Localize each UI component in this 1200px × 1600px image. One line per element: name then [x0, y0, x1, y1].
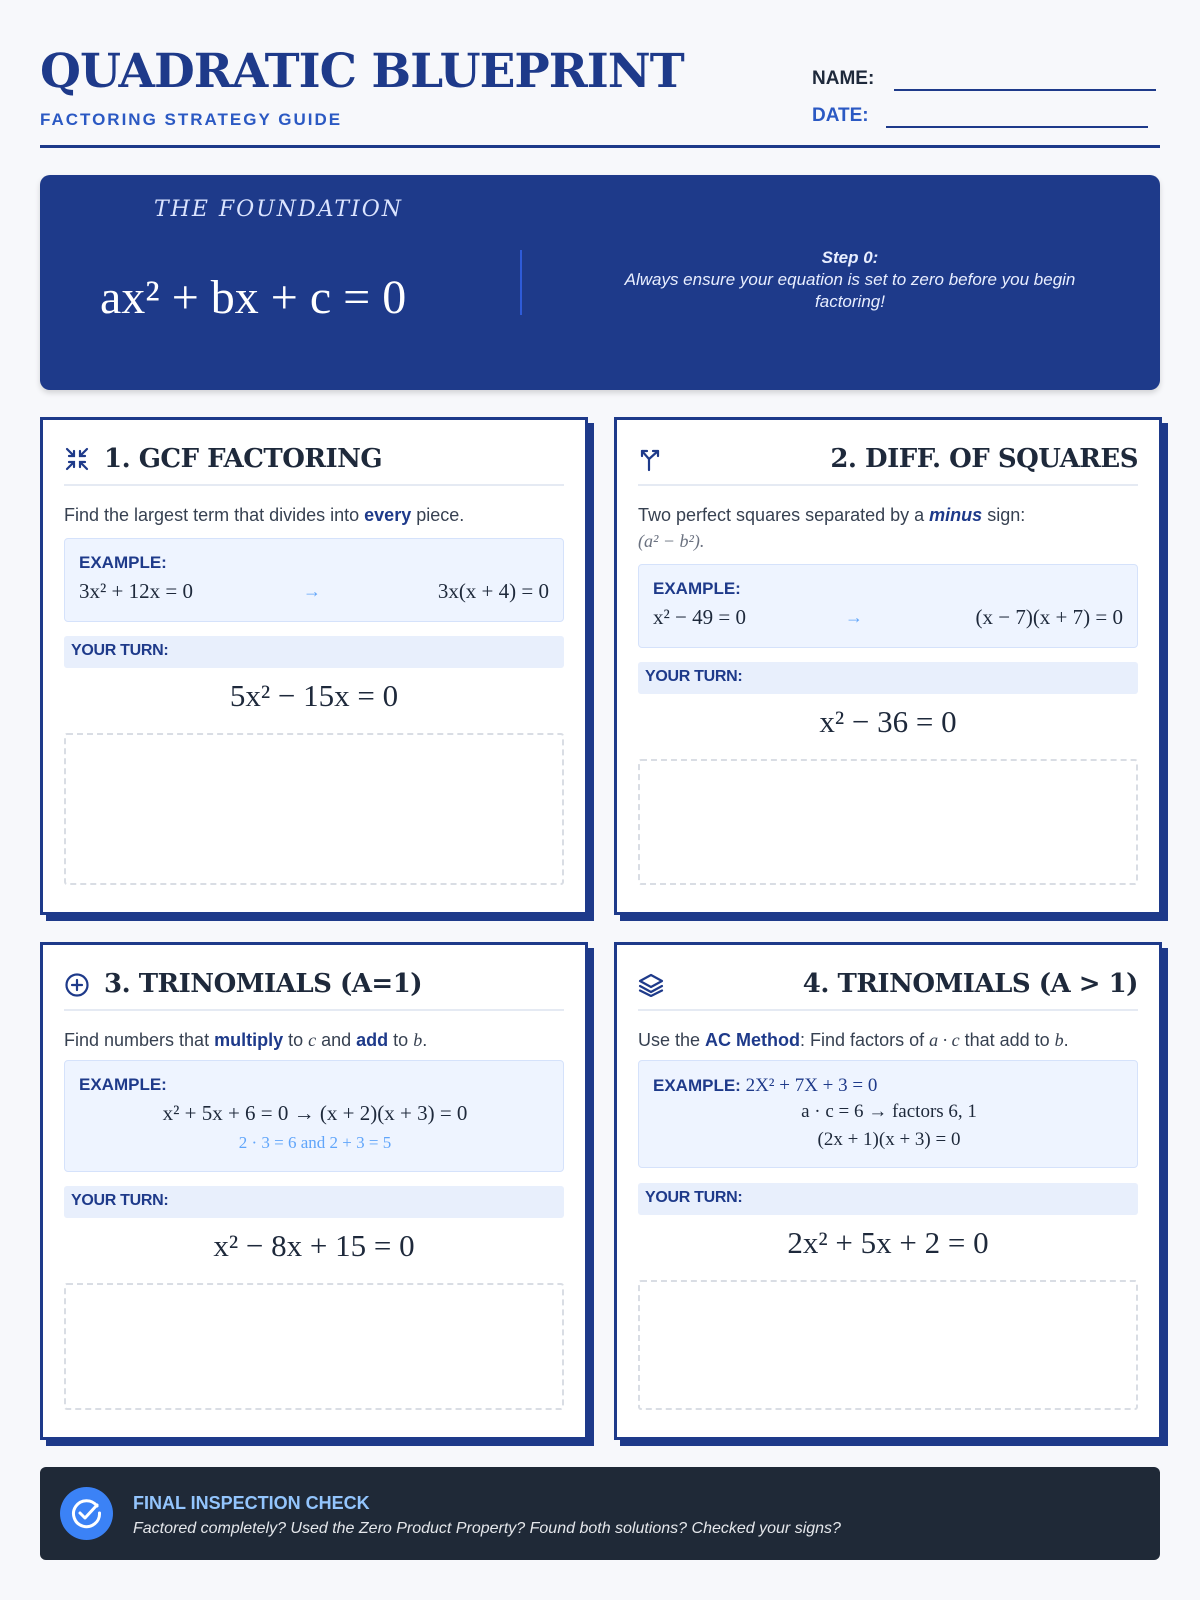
name-line[interactable]: [894, 89, 1156, 91]
compress-arrows-icon: [64, 446, 90, 472]
example-box: [64, 1060, 564, 1172]
card-description: [64, 502, 564, 528]
desc-emphasis: multiply: [214, 1030, 284, 1050]
plus-circle-icon: [64, 971, 90, 997]
desc-emphasis: minus: [929, 505, 983, 525]
foundation-title: THE FOUNDATION: [154, 197, 403, 222]
desc-text: .: [422, 1030, 428, 1050]
page-title: QUADRATIC BLUEPRINT: [40, 44, 684, 99]
example-solution: (2x + 1)(x + 3) = 0: [817, 1129, 961, 1150]
card-title: 3. TRINOMIALS (A=1): [104, 969, 423, 999]
desc-emphasis: every: [364, 505, 412, 525]
practice-equation: 2x² + 5x + 2 = 0: [787, 1225, 989, 1260]
date-line[interactable]: [886, 126, 1148, 128]
practice-equation: 5x² − 15x = 0: [229, 678, 399, 713]
date-label: DATE:: [812, 105, 869, 126]
card-header: [64, 442, 564, 486]
standard-form-equation: ax² + bx + c = 0: [100, 271, 407, 324]
example-label: [653, 1075, 877, 1097]
step-zero-text: Always ensure your equation is set to zero before you begin factoring!: [624, 270, 1076, 311]
split-arrows-icon: [638, 446, 664, 472]
desc-text: piece.: [411, 505, 465, 525]
foundation-divider: [520, 250, 522, 315]
example-label: EXAMPLE:: [653, 579, 741, 598]
desc-text: and: [316, 1030, 357, 1050]
layers-icon: [638, 971, 664, 997]
name-label: NAME:: [812, 68, 875, 89]
desc-emphasis: AC Method: [705, 1030, 801, 1050]
example-label: EXAMPLE:: [79, 553, 167, 572]
your-turn-label: YOUR TURN:: [638, 1183, 1138, 1215]
desc-text: Find the largest term that divides into: [64, 505, 365, 525]
card-header: [638, 442, 1138, 486]
page-subtitle: FACTORING STRATEGY GUIDE: [40, 110, 343, 129]
card-header: [64, 967, 564, 1011]
arrow-right-icon: →: [303, 581, 321, 601]
example-label-text: EXAMPLE:: [653, 1076, 741, 1095]
practice-equation: x² − 8x + 15 = 0: [213, 1228, 415, 1263]
your-turn-label: YOUR TURN:: [64, 636, 564, 668]
work-area[interactable]: [638, 759, 1138, 885]
example-label: EXAMPLE:: [79, 1075, 167, 1094]
example-problem: 2X² + 7X + 3 = 0: [745, 1075, 878, 1096]
trinomial-ac-card: [614, 942, 1162, 1440]
desc-emphasis: add: [356, 1030, 389, 1050]
date-field[interactable]: [812, 105, 869, 127]
example-step: a · c = 6 → factors 6, 1: [801, 1101, 977, 1122]
name-field[interactable]: [812, 68, 874, 90]
desc-text: Two perfect squares separated by a: [638, 505, 930, 525]
card-title: 4. TRINOMIALS (A > 1): [802, 969, 1138, 999]
gcf-card: [40, 417, 588, 915]
diff-of-squares-card: [614, 417, 1162, 915]
example-box: [64, 538, 564, 622]
card-header: [638, 967, 1138, 1011]
example-problem: 3x² + 12x = 0: [79, 579, 193, 603]
example-solution: x² + 5x + 6 = 0 → (x + 2)(x + 3) = 0: [162, 1101, 468, 1125]
desc-variable: b: [413, 1030, 423, 1050]
final-check-banner: [40, 1467, 1160, 1560]
check-circle-icon: [60, 1487, 113, 1540]
final-check-text: Factored completely? Used the Zero Product Property? Found both solutions? Checked your signs?: [133, 1520, 841, 1537]
arrow-right-icon: →: [845, 607, 863, 627]
step-zero-label: Step 0:: [821, 248, 879, 267]
desc-formula: (a² − b²).: [638, 531, 705, 551]
work-area[interactable]: [638, 1280, 1138, 1410]
desc-text: to: [388, 1030, 414, 1050]
example-problem: x² − 49 = 0: [653, 605, 746, 629]
foundation-panel: [40, 175, 1160, 390]
card-description: [638, 1027, 1138, 1053]
desc-text: that add to: [959, 1030, 1055, 1050]
desc-text: .: [1063, 1030, 1069, 1050]
page-header: [40, 40, 1160, 148]
work-area[interactable]: [64, 1283, 564, 1410]
card-description: [64, 1027, 564, 1053]
desc-text: sign:: [982, 505, 1026, 525]
step-zero-note: [600, 247, 1100, 313]
desc-text: to: [283, 1030, 309, 1050]
your-turn-label: YOUR TURN:: [64, 1186, 564, 1218]
final-check-title: FINAL INSPECTION CHECK: [133, 1493, 370, 1513]
card-title: 1. GCF FACTORING: [104, 444, 383, 474]
desc-variable: c: [308, 1030, 317, 1050]
practice-equation: x² − 36 = 0: [819, 704, 957, 739]
your-turn-label: YOUR TURN:: [638, 662, 1138, 694]
desc-text: : Find factors of: [800, 1030, 930, 1050]
example-box: [638, 564, 1138, 648]
example-box: [638, 1060, 1138, 1168]
example-hint: 2 · 3 = 6 and 2 + 3 = 5: [238, 1133, 392, 1152]
trinomial-a1-card: [40, 942, 588, 1440]
desc-variable: b: [1054, 1030, 1064, 1050]
desc-text: Find numbers that: [64, 1030, 215, 1050]
desc-text: Use the: [638, 1030, 706, 1050]
example-solution: (x − 7)(x + 7) = 0: [975, 605, 1123, 629]
card-title: 2. DIFF. OF SQUARES: [830, 444, 1138, 474]
card-description: [638, 502, 1138, 554]
work-area[interactable]: [64, 733, 564, 885]
desc-variable: a · c: [929, 1030, 960, 1050]
example-solution: 3x(x + 4) = 0: [437, 579, 549, 603]
